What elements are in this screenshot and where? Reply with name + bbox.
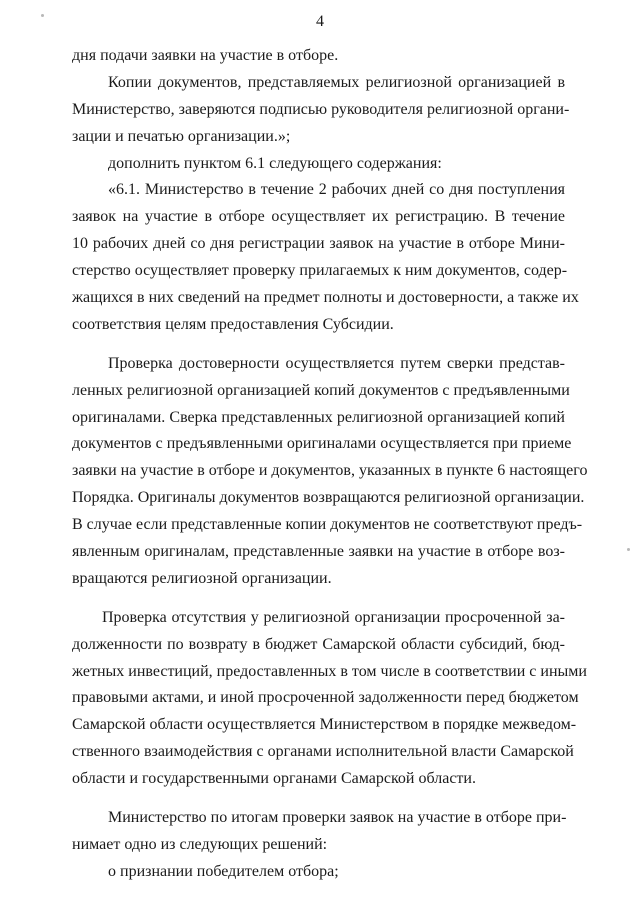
text-line: области и государственными органами Самарской области. [72, 770, 476, 788]
scan-speck [627, 548, 630, 551]
text-line: «6.1. Министерство в течение 2 рабочих дней со дня поступления [108, 181, 565, 199]
text-line: оригиналами. Сверка представленных религиозной организацией копий [72, 408, 565, 426]
text-line: жетных инвестиций, предоставленных в том числе в соответствии с иными [72, 662, 587, 680]
text-line: Самарской области осуществляется Министерством в порядке межведом- [72, 716, 577, 734]
text-line: дополнить пунктом 6.1 следующего содержания: [108, 154, 442, 172]
text-line: жащихся в них сведений на предмет полноты и достоверности, а также их [72, 289, 579, 307]
text-line: 10 рабочих дней со дня регистрации заявок на участие в отборе Мини- [72, 235, 565, 253]
text-line: заявки на участие в отборе и документов, указанных в пункте 6 настоящего [72, 462, 588, 480]
paragraph-gap [72, 793, 565, 805]
text-line: соответствия целям предоставления Субсидии. [72, 315, 394, 333]
text-line: Проверка отсутствия у религиозной организации просроченной за- [102, 608, 565, 626]
text-line: Порядка. Оригиналы документов возвращаются религиозной организации. [72, 489, 585, 507]
text-line: вращаются религиозной организации. [72, 569, 332, 587]
paragraph-gap [72, 593, 565, 605]
text-line: явленным оригиналам, представленные заявки на участие в отборе воз- [72, 543, 565, 561]
text-line: ственного взаимодействия с органами исполнительной власти Самарской [72, 743, 574, 761]
text-line: Министерство, заверяются подписью руководителя религиозной органи- [72, 100, 570, 118]
page-number: 4 [316, 13, 324, 30]
text-line: долженности по возврату в бюджет Самарской области субсидий, бюд- [72, 635, 565, 653]
text-line: о признании победителем отбора; [108, 862, 339, 880]
paragraph-gap [72, 339, 565, 351]
text-line: В случае если представленные копии документов не соответствуют предъ- [72, 516, 583, 534]
text-line: Министерство по итогам проверки заявок на участие в отборе при- [108, 809, 567, 827]
text-line: зации и печатью организации.»; [72, 127, 291, 145]
text-line: документов с предъявленными оригиналами осуществляется при приеме [72, 435, 572, 453]
text-line: дня подачи заявки на участие в отборе. [72, 47, 339, 64]
text-line: Проверка достоверности осуществляется путем сверки представ- [108, 354, 565, 372]
text-line: стерство осуществляет проверку прилагаемых к ним документов, содер- [72, 262, 568, 280]
text-line: Копии документов, представляемых религиозной организацией в [108, 73, 565, 91]
scan-speck [41, 14, 44, 17]
text-line: правовыми актами, и иной просроченной задолженности перед бюджетом [72, 689, 579, 707]
text-line: заявок на участие в отборе осуществляет их регистрацию. В течение [72, 208, 565, 226]
document-body [72, 43, 588, 886]
text-line: ленных религиозной организацией копий документов с предъявленными [72, 381, 570, 399]
text-line: нимает одно из следующих решений: [72, 835, 328, 853]
